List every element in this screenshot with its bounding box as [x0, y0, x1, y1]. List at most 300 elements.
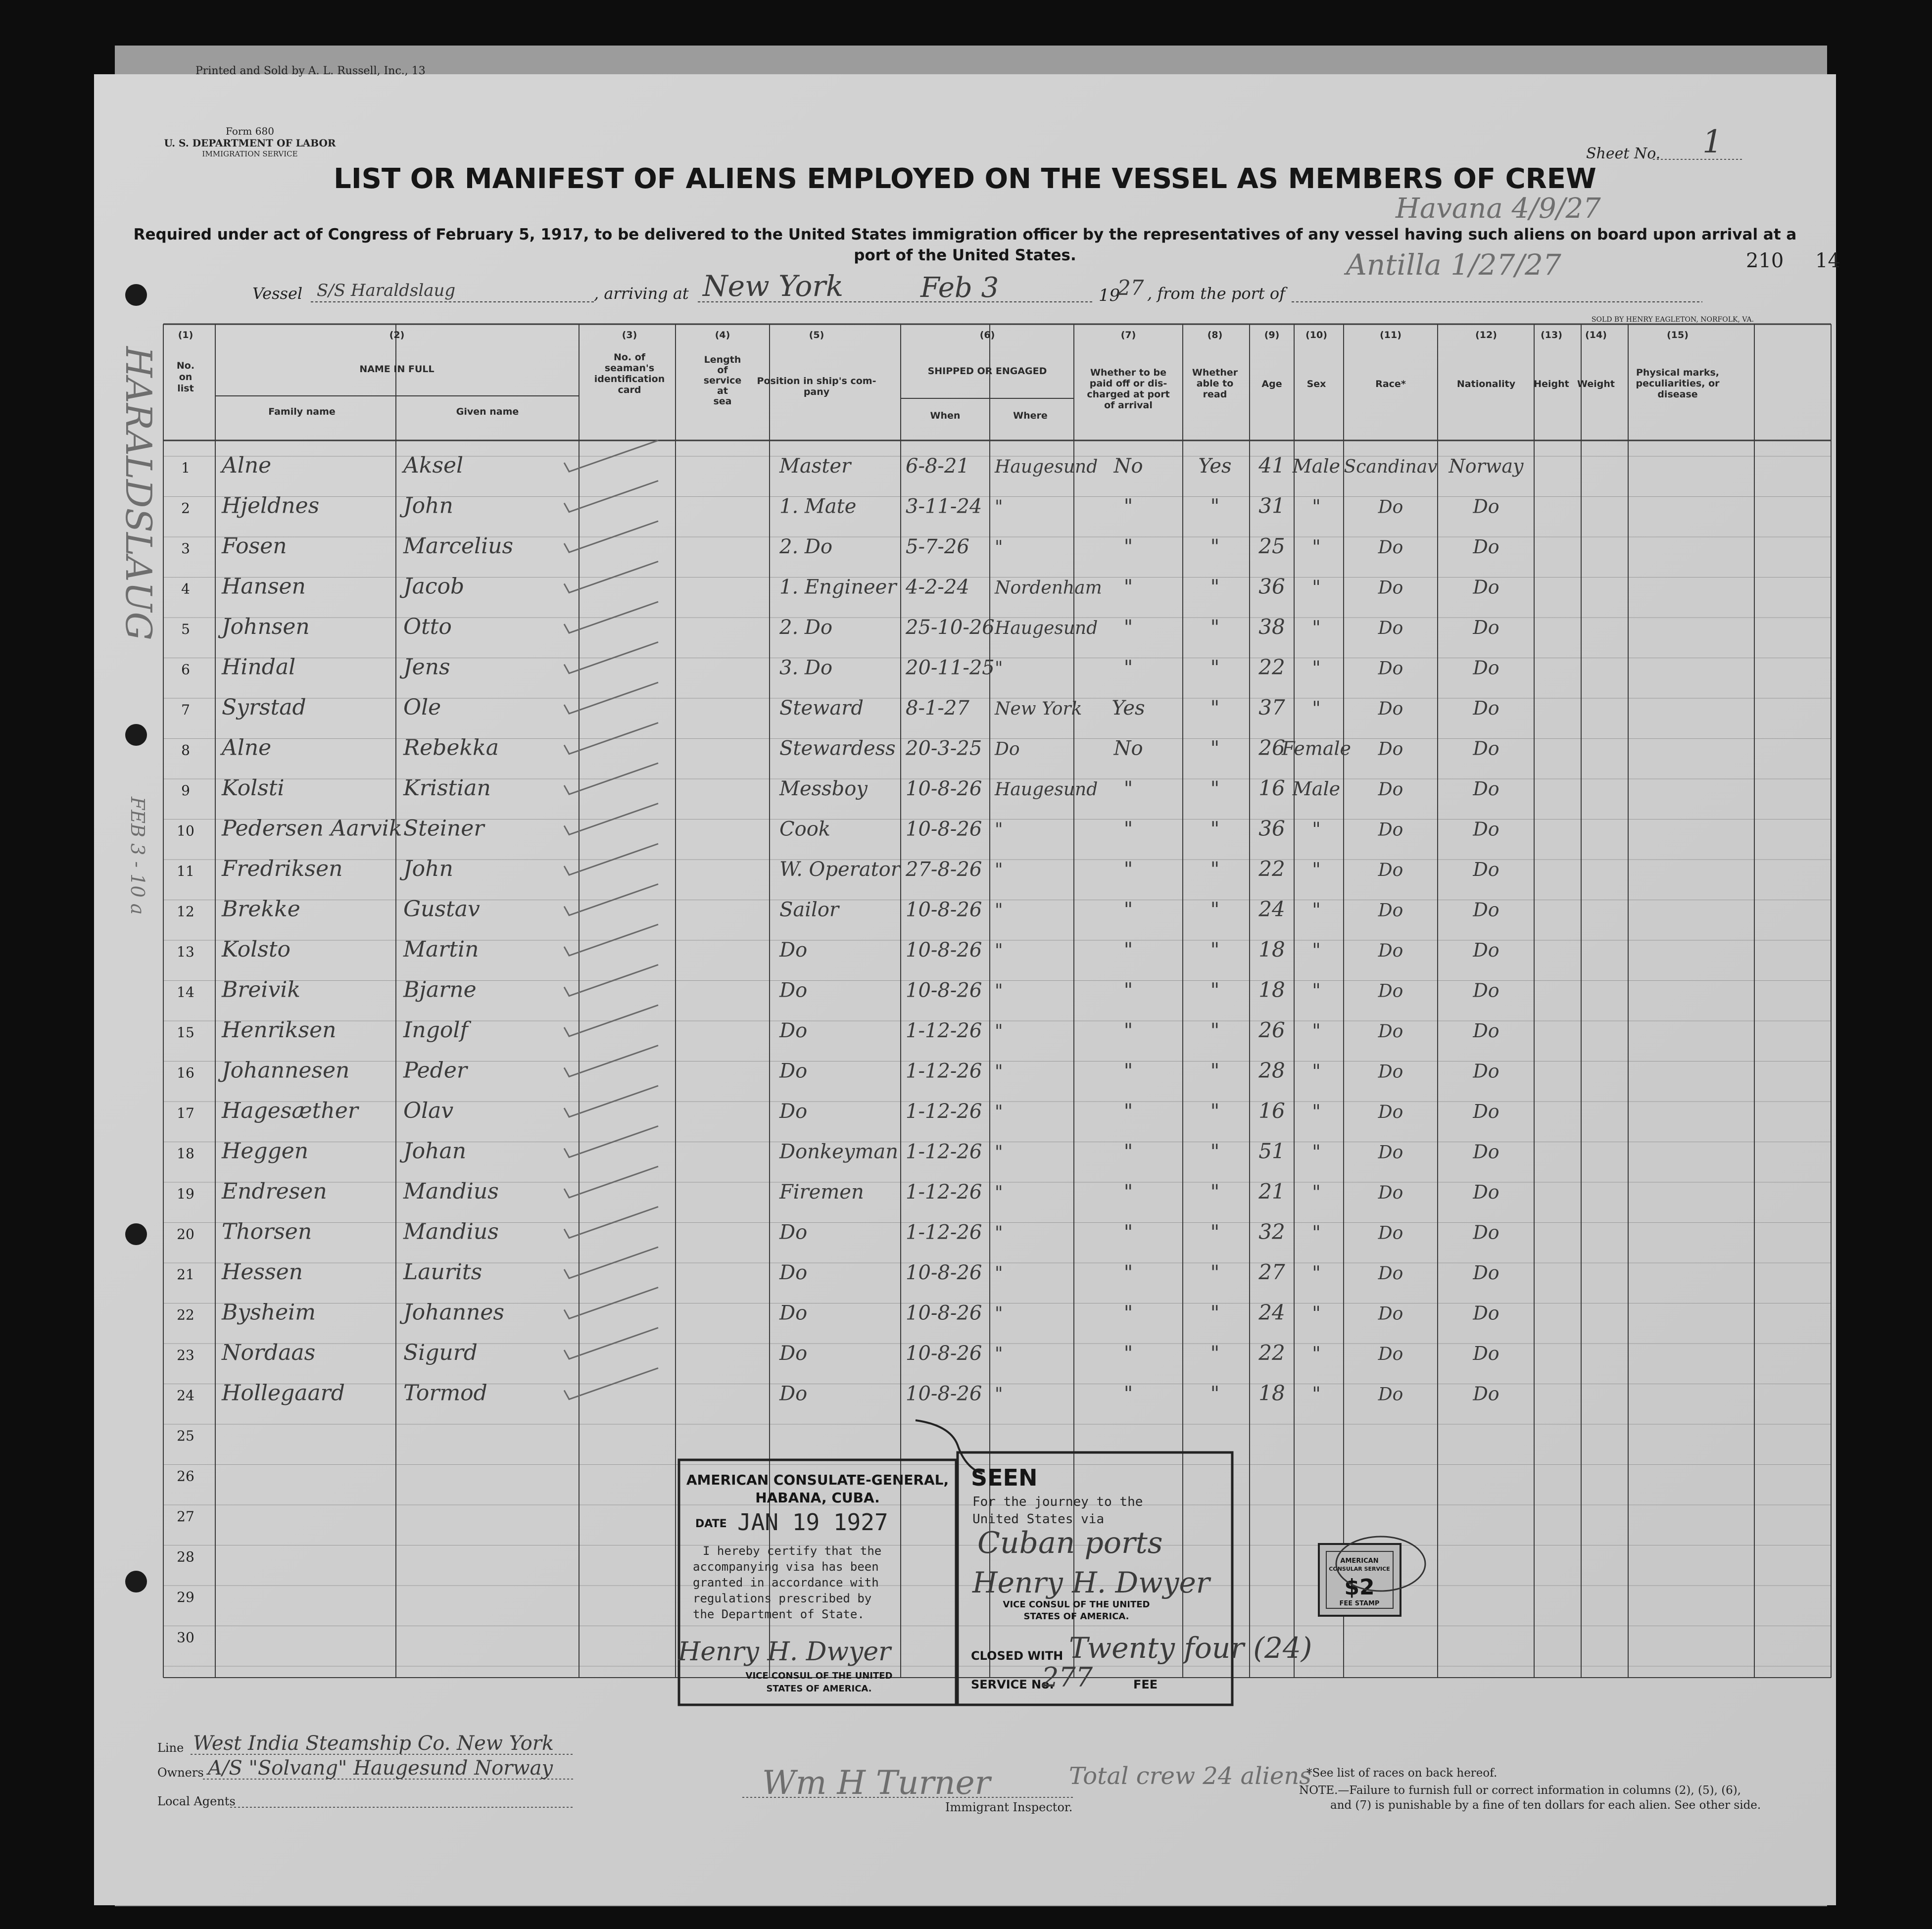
row-number: 27	[177, 1508, 194, 1525]
row-number: 8	[181, 742, 190, 759]
header-shipped: SHIPPED OR ENGAGED	[927, 366, 1047, 377]
arriving-value: New York	[703, 269, 844, 303]
age: 27	[1258, 1260, 1285, 1284]
row-number: 4	[181, 580, 190, 597]
given-name: Jens	[403, 654, 450, 680]
able-to-read: "	[1210, 858, 1220, 881]
race: Do	[1378, 779, 1403, 800]
race: Do	[1378, 658, 1403, 679]
race: Do	[1378, 1142, 1403, 1163]
family-name: Hansen	[222, 574, 306, 599]
header-read-3: read	[1203, 389, 1227, 400]
shipped-where: Nordenham	[995, 578, 1102, 598]
shipped-where: "	[995, 1142, 1003, 1163]
margin-stamp: FEB 3 - 10 a	[127, 797, 148, 915]
header-length-5: sea	[713, 396, 732, 407]
family-name: Hollegaard	[222, 1380, 345, 1406]
able-to-read: "	[1210, 939, 1220, 962]
shipped-where: "	[995, 900, 1003, 921]
able-to-read: "	[1210, 1221, 1220, 1244]
shipped-when: 6-8-21	[906, 455, 969, 478]
given-name: Kristian	[403, 775, 491, 801]
family-name: Henriksen	[222, 1017, 337, 1043]
given-name: Rebekka	[403, 735, 499, 761]
row-number: 24	[177, 1387, 194, 1404]
race: Do	[1378, 537, 1403, 558]
family-name: Brekke	[222, 896, 300, 922]
row-number: 14	[177, 984, 194, 1001]
shipped-where: "	[995, 941, 1003, 961]
note-3: and (7) is punishable by a fine of ten dollars for each alien. See other side.	[1330, 1799, 1761, 1812]
given-name: Laurits	[403, 1259, 483, 1285]
sex: "	[1312, 495, 1321, 518]
given-name: Ole	[403, 695, 441, 720]
given-name: Ingolf	[403, 1017, 468, 1043]
sex: "	[1312, 1343, 1321, 1364]
shipped-when: 1-12-26	[906, 1181, 982, 1204]
shipped-where: "	[995, 1061, 1003, 1082]
margin-number: 210	[1746, 249, 1784, 272]
seen-journey-2: United States via	[972, 1512, 1105, 1527]
consulate-vice-consul-1: VICE CONSUL OF THE UNITED	[745, 1671, 893, 1681]
col-num-4: (4)	[715, 330, 730, 340]
given-name: Gustav	[403, 896, 480, 922]
form-number: Form 680	[226, 125, 274, 137]
family-name: Hindal	[222, 654, 296, 680]
race: Do	[1378, 941, 1403, 961]
paid-off: "	[1123, 979, 1133, 1002]
age: 37	[1258, 695, 1285, 720]
shipped-where: "	[995, 658, 1003, 679]
position: W. Operator	[779, 858, 900, 881]
shipped-when: 8-1-27	[906, 697, 969, 720]
position: Do	[779, 1382, 808, 1405]
position: 2. Do	[779, 535, 833, 558]
subtitle-line1: Required under act of Congress of February 5, 1917, to be delivered to the United States immigration officer by the representatives of any vessel having such aliens on board upon arrival at a	[133, 226, 1797, 243]
certify-line5: the Department of State.	[693, 1607, 865, 1621]
given-name: Tormod	[403, 1380, 487, 1406]
race: Do	[1378, 1263, 1403, 1284]
punch-hole	[125, 1571, 147, 1592]
age: 21	[1258, 1179, 1285, 1204]
row-number: 29	[177, 1589, 194, 1605]
shipped-when: 10-8-26	[906, 777, 982, 800]
shipped-when: 27-8-26	[906, 858, 982, 881]
nationality: Do	[1473, 1101, 1499, 1122]
consulate-line2: HABANA, CUBA.	[755, 1490, 880, 1506]
family-name: Endresen	[222, 1179, 327, 1204]
given-name: Bjarne	[403, 977, 477, 1003]
header-length-1: Length	[704, 354, 741, 365]
family-name: Kolsto	[222, 937, 291, 962]
line-value: West India Steamship Co. New York	[193, 1732, 554, 1755]
nationality: Do	[1473, 979, 1499, 1002]
race: Do	[1378, 739, 1403, 760]
consulate-date-value: JAN 19 1927	[737, 1509, 888, 1536]
shipped-when: 10-8-26	[906, 1261, 982, 1284]
row-number: 5	[181, 621, 190, 637]
race: Do	[1378, 1183, 1403, 1203]
paid-off: "	[1123, 1302, 1133, 1325]
position: Stewardess	[779, 737, 896, 760]
row-number: 10	[177, 822, 194, 839]
col-num-13: (13)	[1541, 330, 1562, 340]
age: 38	[1258, 615, 1285, 639]
age: 28	[1258, 1058, 1285, 1083]
paid-off: "	[1123, 495, 1133, 518]
nationality: Do	[1473, 737, 1499, 760]
position: 2. Do	[779, 616, 833, 639]
able-to-read: "	[1210, 1382, 1220, 1405]
position: Do	[779, 1221, 808, 1244]
row-number: 18	[177, 1145, 194, 1162]
fee-stamp-line1: AMERICAN	[1340, 1557, 1379, 1565]
shipped-when: 20-11-25	[906, 656, 995, 679]
eagleton-note: SOLD BY HENRY EAGLETON, NORFOLK, VA.	[1591, 316, 1754, 324]
header-list: list	[177, 383, 194, 394]
shipped-when: 1-12-26	[906, 1100, 982, 1123]
sex: "	[1312, 1060, 1321, 1082]
row-number: 2	[181, 500, 190, 517]
family-name: Hjeldnes	[222, 493, 320, 519]
paid-off: "	[1123, 1261, 1133, 1284]
col-num-9: (9)	[1264, 330, 1280, 340]
punch-hole	[125, 284, 147, 306]
race: Do	[1378, 1021, 1403, 1042]
paid-off: "	[1123, 656, 1133, 679]
sex: "	[1312, 1262, 1321, 1284]
seen-vice-consul-1: VICE CONSUL OF THE UNITED	[1003, 1599, 1150, 1610]
header-length-2: of	[717, 365, 728, 376]
sex: "	[1312, 1101, 1321, 1122]
age: 22	[1258, 1341, 1285, 1365]
age: 16	[1258, 1099, 1285, 1123]
sex: "	[1312, 1020, 1321, 1042]
paid-off: No	[1113, 455, 1143, 478]
shipped-where: "	[995, 1021, 1003, 1042]
paid-off: No	[1113, 737, 1143, 760]
row-number: 3	[181, 540, 190, 557]
shipped-where: "	[995, 860, 1003, 880]
race: Do	[1378, 1102, 1403, 1122]
position: Do	[779, 939, 808, 962]
col-num-3: (3)	[622, 330, 637, 340]
agents-label: Local Agents	[157, 1794, 236, 1808]
position: Do	[779, 1019, 808, 1042]
position: 3. Do	[779, 656, 833, 679]
paid-off: "	[1123, 1382, 1133, 1405]
able-to-read: "	[1210, 1181, 1220, 1204]
given-name: Olav	[403, 1098, 454, 1123]
able-to-read: "	[1210, 1302, 1220, 1325]
age: 26	[1258, 1018, 1285, 1042]
position: Do	[779, 1261, 808, 1284]
nationality: Do	[1473, 1383, 1499, 1405]
paid-off: "	[1123, 616, 1133, 639]
row-number: 19	[177, 1186, 194, 1202]
able-to-read: "	[1210, 1060, 1220, 1083]
paid-off: "	[1123, 939, 1133, 962]
able-to-read: "	[1210, 737, 1220, 760]
given-name: Mandius	[403, 1179, 499, 1204]
family-name: Johnsen	[222, 614, 310, 639]
paid-off: "	[1123, 1140, 1133, 1163]
age: 16	[1258, 776, 1285, 800]
header-height: Height	[1534, 379, 1569, 389]
margin-pencil-name: HARALDSLAUG	[118, 346, 159, 640]
immigration-service-label: IMMIGRATION SERVICE	[202, 149, 298, 158]
paid-off: "	[1123, 576, 1133, 599]
age: 22	[1258, 857, 1285, 881]
sex: "	[1312, 617, 1321, 638]
family-name: Kolsti	[222, 775, 285, 801]
paid-off: "	[1123, 1019, 1133, 1042]
position: Do	[779, 1342, 808, 1365]
able-to-read: "	[1210, 576, 1220, 599]
header-seaman-id-3: identification	[594, 374, 665, 385]
race: Do	[1378, 820, 1403, 840]
position: Sailor	[779, 898, 839, 921]
seen-service-label: SERVICE No.	[971, 1678, 1054, 1691]
row-number: 26	[177, 1468, 194, 1485]
position: Do	[779, 979, 808, 1002]
sex: "	[1312, 818, 1321, 840]
note-1: *See list of races on back hereof.	[1306, 1767, 1497, 1780]
age: 32	[1258, 1219, 1285, 1244]
sheet-value: 1	[1702, 124, 1723, 160]
header-weight: Weight	[1577, 379, 1615, 389]
family-name: Alne	[222, 735, 272, 761]
nationality: Do	[1473, 859, 1499, 880]
nationality: Do	[1473, 1221, 1499, 1244]
header-race: Race*	[1375, 379, 1406, 389]
col-num-5: (5)	[809, 330, 824, 340]
position: Do	[779, 1302, 808, 1325]
col-num-6: (6)	[979, 330, 995, 340]
row-number: 6	[181, 661, 190, 678]
row-number: 17	[177, 1105, 194, 1121]
punch-hole	[125, 1223, 147, 1245]
given-name: Jacob	[403, 574, 465, 599]
paid-off: "	[1123, 818, 1133, 841]
able-to-read: "	[1210, 616, 1220, 639]
age: 18	[1258, 937, 1285, 962]
family-name: Syrstad	[222, 695, 306, 720]
nationality: Do	[1473, 1141, 1499, 1163]
able-to-read: "	[1210, 1100, 1220, 1123]
shipped-when: 25-10-26	[906, 616, 995, 639]
header-paid-2: paid off or dis-	[1089, 378, 1167, 389]
shipped-when: 10-8-26	[906, 939, 982, 962]
fee-stamp-label: FEE STAMP	[1339, 1600, 1380, 1607]
seen-service-value: 277	[1042, 1662, 1093, 1693]
able-to-read: "	[1210, 697, 1220, 720]
position: 1. Engineer	[779, 576, 897, 599]
seen-closed-value: Twenty four (24)	[1069, 1631, 1312, 1665]
shipped-where: "	[995, 537, 1003, 558]
col-num-2: (2)	[389, 330, 405, 340]
family-name: Nordaas	[222, 1340, 316, 1365]
shipped-when: 10-8-26	[906, 898, 982, 921]
given-name: Johannes	[403, 1300, 504, 1325]
sex: Female	[1281, 737, 1352, 760]
race: Do	[1378, 1223, 1403, 1244]
race: Do	[1378, 981, 1403, 1002]
shipped-when: 10-8-26	[906, 1302, 982, 1325]
paid-off: "	[1123, 1100, 1133, 1123]
nationality: Do	[1473, 818, 1499, 840]
shipped-where: New York	[995, 699, 1082, 719]
seen-title: SEEN	[971, 1464, 1038, 1491]
col-num-14: (14)	[1585, 330, 1607, 340]
family-name: Hessen	[222, 1259, 303, 1285]
header-read-1: Whether	[1192, 367, 1238, 378]
sex: "	[1312, 576, 1321, 598]
given-name: Peder	[403, 1058, 467, 1083]
family-name: Pedersen Aarvik	[222, 816, 402, 841]
certify-line3: granted in accordance with	[693, 1576, 879, 1590]
age: 22	[1258, 655, 1285, 679]
shipped-when: 4-2-24	[906, 576, 969, 599]
paid-off: "	[1123, 1181, 1133, 1204]
nationality: Do	[1473, 1020, 1499, 1042]
arrival-date: Feb 3	[920, 272, 999, 304]
shipped-when: 10-8-26	[906, 1382, 982, 1405]
sex: "	[1312, 1141, 1321, 1163]
owners-label: Owners	[157, 1766, 204, 1780]
family-name: Alne	[222, 453, 272, 478]
shipped-when: 10-8-26	[906, 818, 982, 841]
seen-via-value: Cuban ports	[977, 1526, 1163, 1560]
header-physical-1: Physical marks,	[1636, 367, 1720, 378]
nationality: Do	[1473, 1262, 1499, 1284]
col-num-15: (15)	[1667, 330, 1689, 340]
header-family-name: Family name	[268, 406, 336, 417]
position: 1. Mate	[779, 495, 857, 518]
family-name: Hagesæther	[222, 1098, 358, 1123]
consulate-vice-consul-2: STATES OF AMERICA.	[766, 1684, 872, 1694]
consulate-line1: AMERICAN CONSULATE-GENERAL,	[686, 1472, 949, 1488]
nationality: Do	[1473, 536, 1499, 558]
position: Do	[779, 1100, 808, 1123]
sex: "	[1312, 859, 1321, 880]
sex: "	[1312, 1181, 1321, 1203]
shipped-where: "	[995, 1344, 1003, 1364]
header-position-2: pany	[803, 386, 830, 397]
header-sex: Sex	[1306, 379, 1326, 389]
header-age: Age	[1261, 379, 1282, 389]
vessel-label: Vessel	[252, 284, 303, 303]
nationality: Do	[1473, 617, 1499, 638]
able-to-read: "	[1210, 535, 1220, 558]
owners-value: A/S "Solvang" Haugesund Norway	[208, 1757, 553, 1780]
paid-off: "	[1123, 858, 1133, 881]
sex: "	[1312, 979, 1321, 1002]
header-nationality: Nationality	[1456, 379, 1516, 389]
position: Messboy	[779, 777, 868, 800]
row-number: 1	[181, 460, 190, 476]
given-name: Aksel	[403, 453, 464, 478]
family-name: Johannesen	[222, 1058, 350, 1083]
family-name: Bysheim	[222, 1300, 316, 1325]
race: Do	[1378, 578, 1403, 598]
age: 18	[1258, 977, 1285, 1002]
header-seaman-id-4: card	[618, 385, 641, 395]
nationality: Do	[1473, 495, 1499, 518]
family-name: Fosen	[222, 533, 287, 559]
row-number: 13	[177, 944, 194, 960]
margin-number-2: 14	[1815, 249, 1840, 272]
sex: Male	[1292, 455, 1341, 477]
age: 51	[1258, 1139, 1285, 1163]
able-to-read: "	[1210, 656, 1220, 679]
annotation-antilla: Antilla 1/27/27	[1346, 248, 1561, 282]
able-to-read: "	[1210, 979, 1220, 1002]
seen-closed-label: CLOSED WITH	[971, 1649, 1063, 1663]
row-number: 16	[177, 1064, 194, 1081]
shipped-when: 10-8-26	[906, 1342, 982, 1365]
nationality: Do	[1473, 1060, 1499, 1082]
given-name: Mandius	[403, 1219, 499, 1245]
nationality: Do	[1473, 657, 1499, 679]
race: Do	[1378, 497, 1403, 518]
punch-hole	[125, 724, 147, 746]
note-2: NOTE.—Failure to furnish full or correct information in columns (2), (5), (6),	[1299, 1784, 1741, 1797]
certify-line2: accompanying visa has been	[693, 1560, 879, 1574]
fee-stamp-line2: CONSULAR SERVICE	[1329, 1566, 1390, 1572]
seen-journey-1: For the journey to the	[972, 1495, 1143, 1509]
nationality: Do	[1473, 1343, 1499, 1364]
sex: "	[1312, 939, 1321, 961]
position: Do	[779, 1060, 808, 1083]
shipped-where: "	[995, 1102, 1003, 1122]
shipped-where: "	[995, 981, 1003, 1002]
race: Do	[1378, 860, 1403, 880]
certify-line4: regulations prescribed by	[693, 1591, 872, 1605]
year-prefix: 19	[1099, 286, 1120, 305]
sex: "	[1312, 1302, 1321, 1324]
nationality: Do	[1473, 939, 1499, 961]
nationality: Do	[1473, 576, 1499, 598]
total-note: Total crew 24 aliens	[1069, 1762, 1311, 1790]
paid-off: "	[1123, 898, 1133, 921]
shipped-where: Haugesund	[995, 618, 1098, 638]
shipped-where: Haugesund	[995, 779, 1098, 800]
fee-stamp-value: $2	[1344, 1575, 1375, 1600]
header-seaman-id-2: seaman's	[604, 363, 655, 374]
certify-line1: I hereby certify that the	[703, 1544, 882, 1558]
row-number: 9	[181, 782, 190, 799]
header-seaman-id-1: No. of	[613, 352, 646, 363]
race: Do	[1378, 900, 1403, 921]
shipped-when: 1-12-26	[906, 1019, 982, 1042]
sex: "	[1312, 1221, 1321, 1244]
row-number: 12	[177, 903, 194, 920]
nationality: Norway	[1449, 455, 1524, 477]
seen-signature: Henry H. Dwyer	[972, 1566, 1210, 1599]
inspector-label: Immigrant Inspector.	[945, 1800, 1073, 1814]
row-number: 25	[177, 1428, 194, 1444]
shipped-where: "	[995, 497, 1003, 518]
age: 36	[1258, 574, 1285, 599]
row-number: 22	[177, 1306, 194, 1323]
shipped-where: "	[995, 1183, 1003, 1203]
shipped-where: "	[995, 1263, 1003, 1284]
able-to-read: "	[1210, 495, 1220, 518]
seen-fee-label: FEE	[1133, 1678, 1158, 1691]
position: Firemen	[779, 1181, 864, 1204]
shipped-where: "	[995, 1223, 1003, 1244]
